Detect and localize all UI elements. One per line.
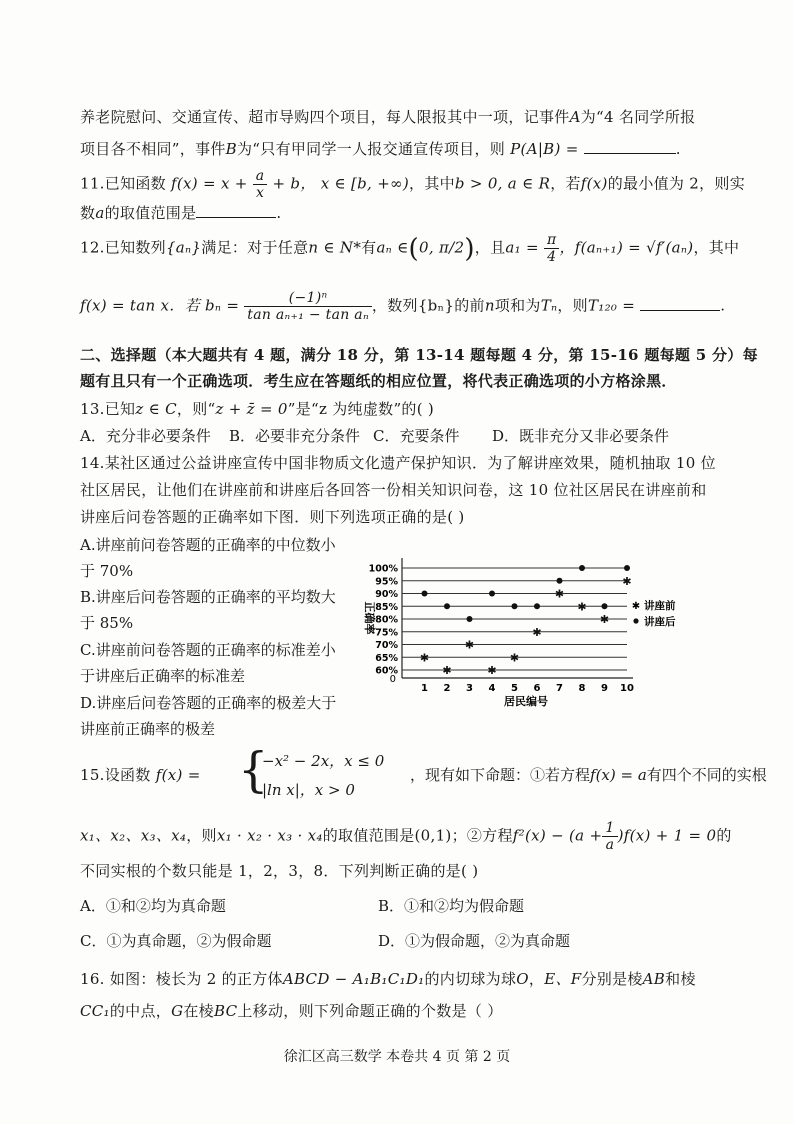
text: 已知函数 <box>104 174 166 193</box>
text: ，则“ <box>176 400 216 418</box>
text: 的中点， <box>109 1002 172 1020</box>
option-b-cont: 于 85% <box>80 614 134 632</box>
fx-tan-expr: f(x) = tan x．若 <box>80 296 200 315</box>
z-expr: z ∈ C <box>135 400 177 418</box>
an-expr: aₙ ∈ <box>376 238 409 257</box>
point-before: ✱ <box>532 625 542 639</box>
option-b[interactable]: B．①和②均为假命题 <box>378 897 525 915</box>
question-11-line-2: 数a的取值范围是 . <box>80 204 282 222</box>
text: 的最小值为 2，则实 <box>607 174 746 193</box>
text: 的 <box>716 826 732 845</box>
legend-label: 讲座后 <box>644 616 676 628</box>
answer-blank <box>584 153 676 154</box>
bn-expr: bₙ = <box>204 296 240 315</box>
option-d[interactable]: D．既非充分又非必要条件 <box>492 427 670 445</box>
event-a: A <box>569 108 581 126</box>
text: 的取值范围是 <box>104 204 197 222</box>
question-12-line-1 <box>80 232 739 265</box>
fraction-a-over-x <box>253 168 268 201</box>
y-tick-label: 65% <box>375 652 398 664</box>
fx-expr: f(x) <box>580 174 608 193</box>
question-number: 11. <box>80 174 105 193</box>
interval-expr: 0, π/2 <box>418 238 465 257</box>
var-n: n <box>484 296 495 315</box>
text: 的内切球为球 <box>424 970 517 988</box>
edge-cc1: CC₁ <box>80 1002 110 1020</box>
question-16-line-2 <box>80 1000 503 1021</box>
question-15-line-3: 不同实根的个数只能是 1，2，3，8．下列判断正确的是( ) <box>80 862 479 880</box>
option-a[interactable]: A．①和②均为真命题 <box>80 897 226 915</box>
text: ，其中 <box>693 238 740 257</box>
left-paren: ( <box>408 233 419 264</box>
x-tick-label: 2 <box>443 683 451 694</box>
point-after <box>579 565 585 571</box>
edge-ab: AB <box>642 970 666 988</box>
y-tick-label: 100% <box>368 563 398 575</box>
question-12-line-2: f(x) = tan x．若 bₙ = $\frac{\text{(−1)ⁿ}}{\text{tan aₙ₊₁ − tan aₙ}}$ ，数列{bₙ}的前n项和为Tₙ，则T₁₂₀ = . <box>80 290 726 323</box>
t120-expr: T₁₂₀ = <box>587 296 636 315</box>
point-before: ✱ <box>577 600 587 614</box>
sequence-expr: {aₙ} <box>165 238 202 257</box>
y-tick-label: 85% <box>375 601 398 613</box>
legend-label: 讲座前 <box>644 600 676 612</box>
numerator: (−1)ⁿ <box>244 290 372 307</box>
point-after <box>624 565 630 571</box>
point-after <box>467 616 473 622</box>
answer-blank <box>640 310 720 311</box>
option-a-cont: 于 70% <box>80 562 134 580</box>
option-a[interactable]: A.讲座前问卷答题的正确率的中位数小 <box>80 536 336 554</box>
question-16-line-1 <box>80 968 696 989</box>
x-tick-label: 7 <box>556 683 563 694</box>
y-tick-label: 70% <box>375 640 398 651</box>
text: 为“只有甲同学一人报交通宣传项目，则 <box>237 140 506 158</box>
text: 有 <box>361 238 377 257</box>
var-a: a <box>95 204 105 222</box>
product-expr: x₁ · x₂ · x₃ · x₄ <box>216 826 323 845</box>
cube-expr: ABCD − A₁B₁C₁D₁ <box>282 970 425 988</box>
text: 数 <box>80 204 96 222</box>
option-b[interactable]: B.讲座后问卷答题的正确率的平均数大 <box>80 588 336 606</box>
y-tick-label: 80% <box>375 614 398 626</box>
text: 有四个不同的实根 <box>646 766 767 784</box>
right-paren: ) <box>464 233 475 264</box>
equation-expr-tail: )f(x) + 1 = 0 <box>617 826 717 845</box>
x-tick-label: 5 <box>511 683 518 694</box>
text: 上移动，则下列命题正确的个数是（ ） <box>237 1002 503 1020</box>
text: ，且 <box>474 238 506 257</box>
sphere-o: O <box>516 970 529 988</box>
text: 为“4 名同学所报 <box>580 108 696 126</box>
denominator: a <box>605 837 615 853</box>
y-tick-label: 90% <box>375 589 398 600</box>
fraction-pi-over-4 <box>544 232 560 265</box>
text: ，其中 <box>409 174 455 193</box>
text: 的取值范围是(0,1)；②方程 <box>322 826 513 845</box>
option-c-cont: 于讲座后正确率的标准差 <box>80 667 246 685</box>
continuation-line-1 <box>80 106 695 127</box>
question-14-line-2: 社区居民，让他们在讲座前和讲座后各回答一份相关知识问卷，这 10 位社区居民在讲座前和 <box>80 481 707 499</box>
condition-expr: n ∈ N* <box>308 238 362 257</box>
x-tick-label: 1 <box>421 683 428 694</box>
text: 13.已知 <box>80 400 136 418</box>
option-a[interactable]: A．充分非必要条件 <box>80 427 211 445</box>
numerator: a <box>253 168 268 185</box>
text: ，则 <box>186 826 217 845</box>
text: ，若 <box>550 174 581 193</box>
section-heading-line-2: 题有且只有一个正确选项．考生应在答题纸的相应位置，将代表正确选项的小方格涂黑． <box>80 372 677 390</box>
denominator: 4 <box>547 249 557 265</box>
continuation-line-2: 项目各不相同”，事件B为“只有甲同学一人报交通宣传项目，则 P(A|B) = . <box>80 140 681 158</box>
roots-expr: x₁、x₂、x₃、x₄ <box>80 826 187 845</box>
x-tick-label: 8 <box>578 683 586 694</box>
x-tick-label: 10 <box>620 683 634 694</box>
domain-expr: x ∈ [b, +∞) <box>320 174 410 193</box>
point-before: ✱ <box>487 664 497 677</box>
text: 满足：对于任意 <box>201 238 309 257</box>
text: 分别是棱 <box>581 970 643 988</box>
numerator: π <box>544 232 560 249</box>
equation-expr: f(x) = a <box>590 766 647 784</box>
question-15-line-1 <box>80 764 201 785</box>
y-tick-label: 95% <box>375 576 398 588</box>
point-before: ✱ <box>442 664 452 677</box>
denominator: tan aₙ₊₁ − tan aₙ <box>247 307 369 323</box>
question-11-line-1 <box>80 168 745 201</box>
relation-expr: ，f(aₙ₊₁) = √f′(aₙ) <box>559 238 694 257</box>
point-after <box>444 603 450 609</box>
condition-expr: b > 0, a ∈ R <box>454 174 551 193</box>
piecewise-brace: { <box>238 742 269 798</box>
question-14-line-1: 14.某社区通过公益讲座宣传中国非物质文化遗产保护知识．为了解讲座效果，随机抽取 10 位 <box>80 454 716 472</box>
fraction-1-over-a <box>602 820 617 853</box>
text: ”是“z 为纯虚数”的( ) <box>287 400 435 418</box>
point-before: ✱ <box>622 574 632 588</box>
option-d[interactable]: D．①为假命题，②为真命题 <box>378 932 571 950</box>
accuracy-scatter-chart <box>352 540 682 710</box>
x-tick-label: 9 <box>601 683 608 694</box>
point-after <box>489 591 495 597</box>
points-ef: E、F <box>544 970 582 988</box>
page-footer: 徐汇区高三数学 本卷共 4 页 第 2 页 <box>283 1049 511 1065</box>
text: 已知数列 <box>104 238 166 257</box>
numerator: 1 <box>602 820 617 837</box>
question-14-line-3: 讲座后问卷答题的正确率如下图．则下列选项正确的是( ) <box>80 508 465 526</box>
section-heading-line-1: 二、选择题（本大题共有 4 题，满分 18 分，第 13-14 题每题 4 分，第 15-16 题每题 5 分）每 <box>80 346 758 364</box>
y-axis-label: 正确率 <box>363 601 376 635</box>
option-c[interactable]: C．①为真命题，②为假命题 <box>80 932 272 950</box>
x-axis-label: 居民编号 <box>504 695 548 708</box>
text: 16. 如图：棱长为 2 的正方体 <box>80 970 283 988</box>
text: ， <box>528 970 545 988</box>
text: ，数列{bₙ}的前 <box>371 296 485 315</box>
function-expr: f(x) = x + <box>171 174 248 193</box>
event-b: B <box>225 140 237 158</box>
question-15-line-2 <box>80 820 732 853</box>
legend-marker-before: ✱ <box>631 601 641 612</box>
edge-bc: BC <box>213 1002 238 1020</box>
option-d-cont: 讲座前正确率的极差 <box>80 720 216 738</box>
point-g: G <box>171 1002 184 1020</box>
option-b[interactable]: B．必要非充分条件 <box>229 427 361 445</box>
option-c[interactable]: C．充要条件 <box>373 427 460 445</box>
point-after <box>557 578 563 584</box>
point-after <box>602 603 608 609</box>
text: 养老院慰问、交通宣传、超市导购四个项目，每人限报其中一项，记事件 <box>80 108 570 126</box>
legend-marker-after <box>633 618 638 623</box>
x-tick-label: 6 <box>533 683 541 694</box>
point-before: ✱ <box>419 651 430 665</box>
question-number: 12. <box>80 238 105 257</box>
x-tick-label: 4 <box>488 683 496 694</box>
y-tick-label: 75% <box>375 627 398 639</box>
point-after <box>512 603 518 609</box>
text: 项目各不相同”，事件 <box>80 140 226 158</box>
text: 和棱 <box>665 970 696 988</box>
text: 在棱 <box>183 1002 214 1020</box>
fraction-bn <box>244 290 372 323</box>
condition-expr: z + z̄ = 0 <box>215 400 288 418</box>
answer-blank <box>196 217 276 218</box>
tn-expr: Tₙ <box>540 296 558 315</box>
piecewise-case-2: |ln x|，x > 0 <box>262 781 355 799</box>
point-before: ✱ <box>599 613 610 626</box>
piecewise-case-1: −x² − 2x，x ≤ 0 <box>262 752 385 770</box>
function-expr-tail: + b， <box>272 174 316 193</box>
point-before: ✱ <box>509 651 520 665</box>
text: 项和为 <box>494 296 541 315</box>
option-d[interactable]: D.讲座后问卷答题的正确率的极差大于 <box>80 694 337 712</box>
text: ，则 <box>557 296 588 315</box>
equation-expr: f²(x) − (a + <box>512 826 603 845</box>
text: 15.设函数 <box>80 766 151 784</box>
probability-expr: P(A|B) = <box>510 140 579 158</box>
denominator: x <box>255 185 265 201</box>
question-15-line-1-tail <box>410 764 767 785</box>
text: ，现有如下命题：①若方程 <box>410 766 591 784</box>
point-before: ✱ <box>554 587 565 601</box>
question-13-stem <box>80 398 434 419</box>
y-tick-label: 60% <box>375 665 398 677</box>
point-after <box>534 603 540 609</box>
a1-expr: a₁ = <box>505 238 539 257</box>
point-before: ✱ <box>464 638 475 652</box>
y-tick-zero: 0 <box>389 674 396 685</box>
function-expr: f(x) = <box>155 766 201 784</box>
x-tick-label: 3 <box>466 683 473 694</box>
option-c[interactable]: C.讲座前问卷答题的正确率的标准差小 <box>80 641 336 659</box>
point-after <box>422 591 428 597</box>
